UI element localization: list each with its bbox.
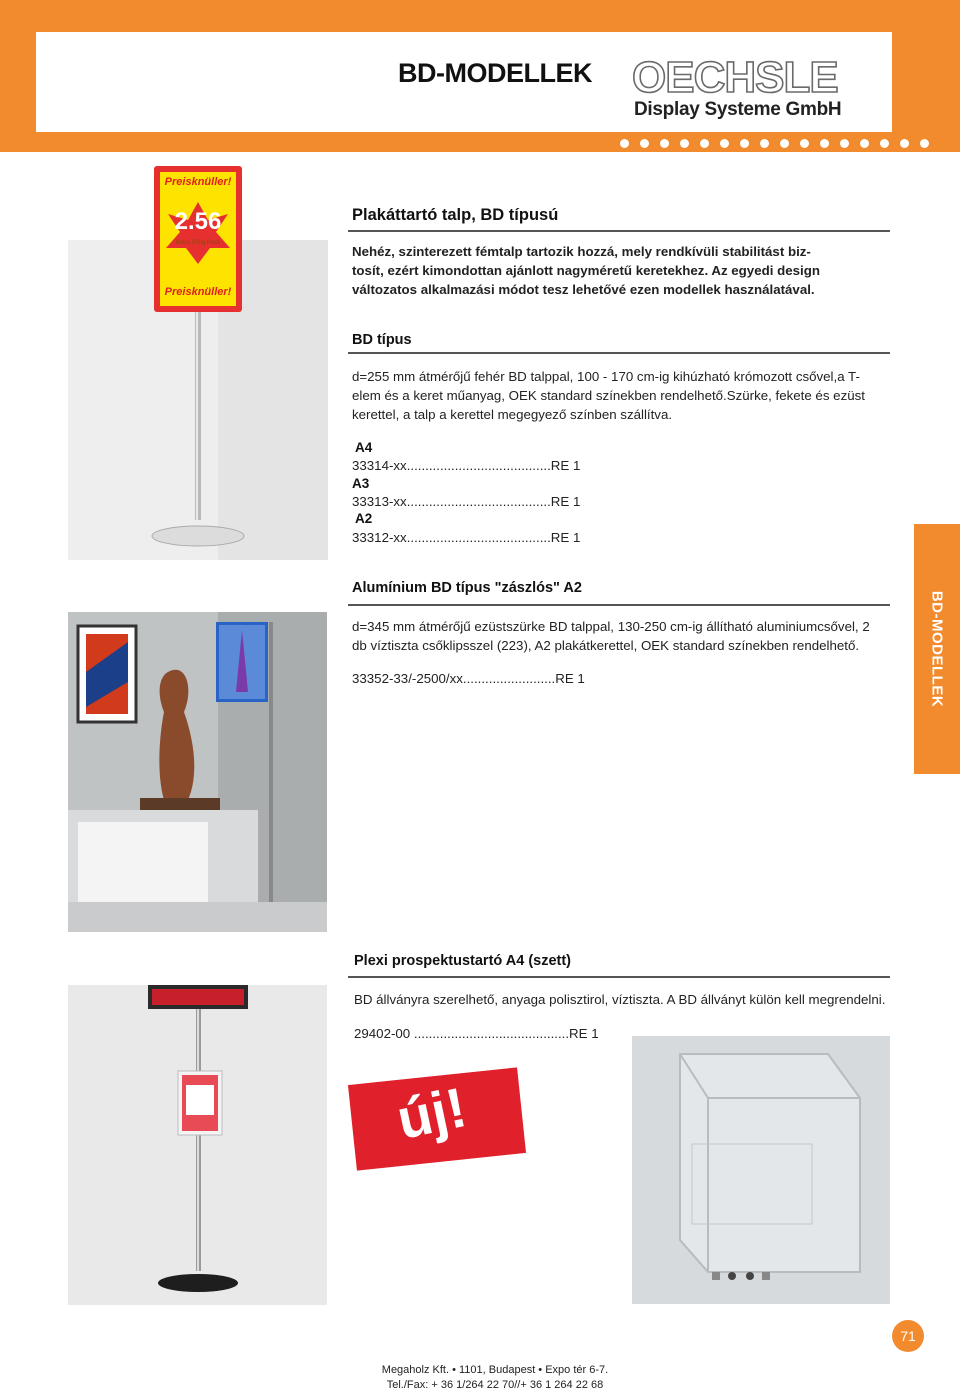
footer-address: Megaholz Kft. • 1101, Budapest • Expo tér 6-7. — [381, 1364, 609, 1376]
intro-line-2: tosít, ezért kimondottan ajánlott nagyméretű keretekhez. Az egyedi design — [352, 263, 820, 278]
header-band-top — [0, 0, 960, 32]
product-code-a3: 33313-xx.......................................RE 1 — [352, 494, 581, 509]
header-dot-row — [620, 139, 960, 149]
sign-headline-bottom: Preisknüller! — [164, 286, 232, 298]
intro-line-1: Nehéz, szinterezett fémtalp tartozik hozzá, mely rendkívüli stabilitást biz- — [352, 244, 811, 259]
size-label-a3: A3 — [352, 476, 370, 491]
flag-stand-scene-illustration — [68, 612, 327, 932]
product-code-aluminium: 33352-33/-2500/xx.........................RE 1 — [352, 671, 585, 686]
product-code-a4: 33314-xx.......................................RE 1 — [352, 458, 581, 473]
section-title-plakattarto: Plakáttartó talp, BD típusú — [352, 206, 559, 224]
product-code-plexi: 29402-00 ..........................................RE 1 — [354, 1026, 599, 1041]
plexi-holder-illustration — [632, 1036, 890, 1304]
page-title: BD-MODELLEK — [398, 58, 592, 88]
product-photo-plexi-holder — [632, 1036, 890, 1304]
aluminium-desc-line-2: db víztiszta csőklipsszel (223), A2 plakátkerettel, OEK standard színekben rendelhető. — [352, 638, 860, 653]
product-photo-bd-stand — [68, 160, 328, 560]
section3-divider — [348, 976, 890, 978]
new-badge — [348, 1067, 526, 1170]
new-badge-label: új! — [391, 1075, 472, 1151]
bd-tipus-desc-line-2: elem és a keret műanyag, OEK standard színekben rendelhető.Szürke, fekete és ezüst — [352, 388, 865, 403]
bd-tipus-desc-line-3: kerettel, a talp a kerettel megegyező színben szállítva. — [352, 407, 673, 422]
aluminium-desc-line-1: d=345 mm átmérőjű ezüstszürke BD talppal, 130-250 cm-ig állítható aluminiumcsővel, 2 — [352, 619, 870, 634]
subsection-title-bd-tipus: BD típus — [352, 332, 412, 348]
intro-line-3: változatos alkalmazási módot tesz lehetővé ezen modellek használatával. — [352, 282, 815, 297]
brochure-stand-illustration — [68, 985, 327, 1305]
sign-price: 2.56 — [174, 208, 222, 235]
section-divider — [348, 230, 890, 232]
subsection-divider — [348, 352, 890, 354]
side-section-tab — [914, 524, 960, 774]
sign-headline-top: Preisknüller! — [164, 176, 232, 188]
header-band-left — [0, 32, 36, 132]
size-label-a2: A2 — [355, 511, 373, 526]
page-number-badge: 71 — [892, 1320, 924, 1352]
size-label-a4: A4 — [355, 440, 373, 455]
side-tab-label: BD-MODELLEK — [928, 590, 946, 708]
product-code-a2: 33312-xx.......................................RE 1 — [352, 530, 581, 545]
header-band-right — [892, 32, 960, 132]
brand-logo: OECHSLE — [632, 53, 838, 102]
product-photo-flag-stand — [68, 612, 327, 932]
section2-divider — [348, 604, 890, 606]
brand-logo-subtitle: Display Systeme GmbH — [634, 99, 842, 120]
footer-phone: Tel./Fax: + 36 1/264 22 70//+ 36 1 264 22 68 — [386, 1379, 604, 1391]
bd-tipus-desc-line-1: d=255 mm átmérőjű fehér BD talppal, 100 - 170 cm-ig kihúzható krómozott csővel,a T- — [352, 369, 860, 384]
section-title-aluminium-bd: Alumínium BD típus "zászlós" A2 — [352, 580, 582, 596]
sign-small-text: Keksi 500g Pack — [175, 240, 221, 246]
section-title-plexi-prospektustarto: Plexi prospektustartó A4 (szett) — [354, 953, 572, 969]
product-photo-brochure-stand — [68, 985, 327, 1305]
plexi-desc: BD állványra szerelhető, anyaga polisztirol, víztiszta. A BD állványt külön kell megrendelni. — [354, 992, 886, 1007]
